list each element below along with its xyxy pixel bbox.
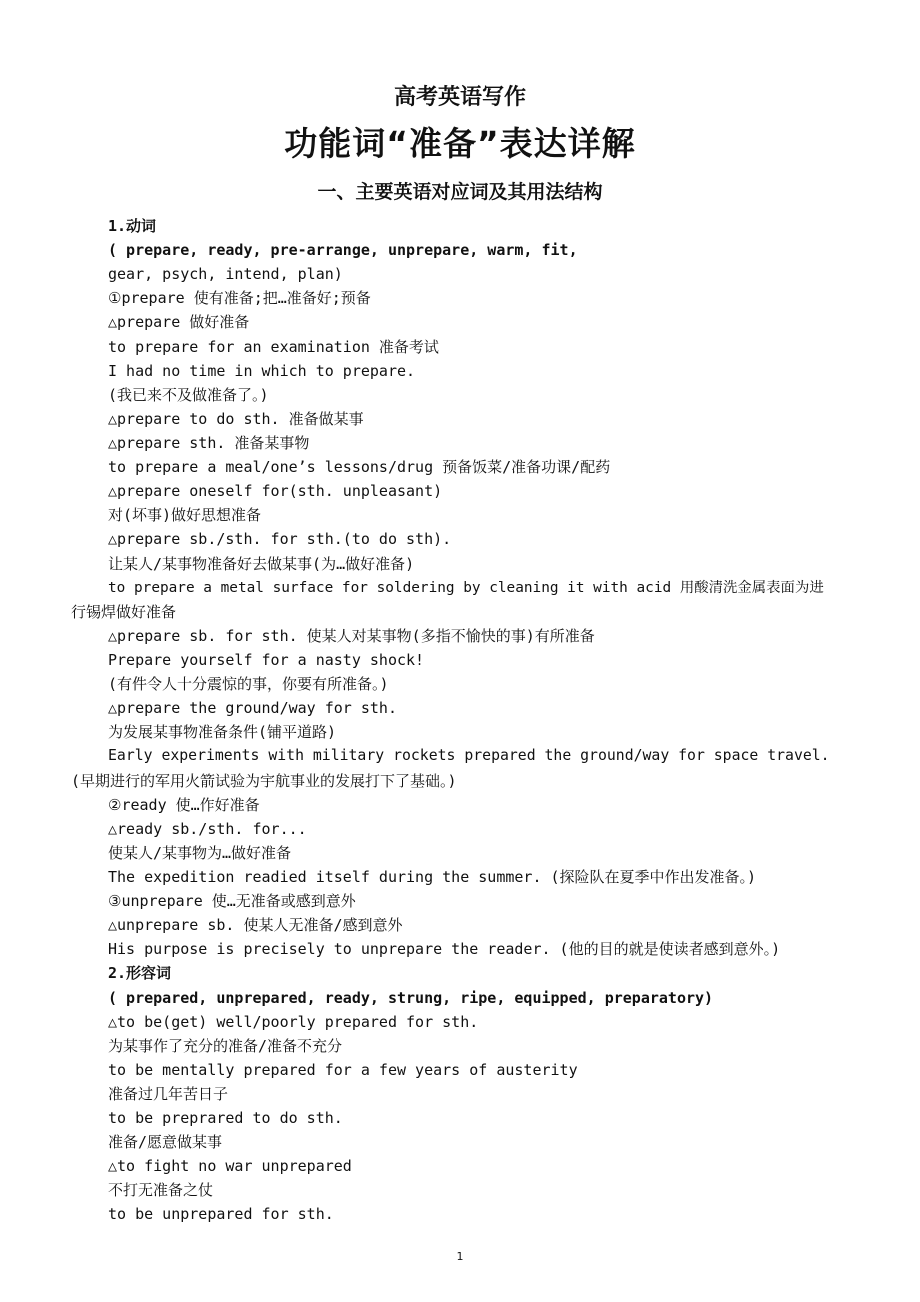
text-line: to prepare a metal surface for soldering by cleaning it with acid 用酸清洗金属表面为进	[108, 579, 824, 596]
text-line: △to fight no war unprepared	[108, 1157, 352, 1176]
subheading-adjective: 2.形容词	[108, 964, 172, 983]
section-heading: 一、主要英语对应词及其用法结构	[317, 181, 603, 203]
text-line: I had no time in which to prepare.	[108, 361, 416, 380]
main-title: 功能词“准备”表达详解	[284, 124, 636, 163]
document-body	[71, 214, 861, 1227]
text-line: 让某人/某事物准备好去做某事(为…做好准备)	[108, 554, 415, 573]
text-line: ①prepare 使有准备;把…准备好;预备	[108, 289, 371, 308]
text-line: 不打无准备之仗	[108, 1181, 214, 1200]
text-line: The expedition readied itself during the summer. (探险队在夏季中作出发准备。)	[108, 867, 757, 886]
text-line: △prepare oneself for(sth. unpleasant)	[108, 482, 443, 501]
text-line: ②ready 使…作好准备	[108, 795, 260, 814]
verb-word-list-cont: gear, psych, intend, plan)	[108, 265, 343, 284]
text-line: △to be(get) well/poorly prepared for sth.	[108, 1012, 479, 1031]
text-line: (早期进行的军用火箭试验为宇航事业的发展打下了基础。)	[71, 771, 457, 790]
text-line: ③unprepare 使…无准备或感到意外	[108, 892, 356, 911]
text-line: Early experiments with military rockets prepared the ground/way for space travel.	[108, 747, 830, 765]
text-line: 为某事作了充分的准备/准备不充分	[108, 1036, 343, 1055]
page-number: 1	[456, 1250, 464, 1263]
document-title: 高考英语写作	[393, 85, 526, 110]
text-line: 准备过几年苦日子	[108, 1084, 229, 1103]
text-line: 对(坏事)做好思想准备	[108, 506, 262, 525]
text-line: △prepare the ground/way for sth.	[108, 699, 397, 718]
text-line: His purpose is precisely to unprepare the reader. (他的目的就是使读者感到意外。)	[108, 940, 781, 959]
text-line: (有件令人十分震惊的事，你要有所准备。)	[108, 675, 389, 694]
text-line: to be unprepared for sth.	[108, 1205, 334, 1224]
text-line: 准备/愿意做某事	[108, 1133, 223, 1152]
text-line: △ready sb./sth. for...	[108, 819, 307, 838]
text-line: △prepare 做好准备	[108, 313, 250, 332]
text-line: 使某人/某事物为…做好准备	[108, 843, 292, 862]
subheading-verb: 1.动词	[108, 217, 157, 235]
text-line: (我已来不及做准备了。)	[108, 385, 269, 404]
text-line: 为发展某事物准备条件(铺平道路)	[108, 723, 337, 742]
text-line: to prepare for an examination 准备考试	[108, 337, 439, 356]
text-line: 行锡焊做好准备	[71, 602, 177, 621]
text-line: to be preprared to do sth.	[108, 1109, 343, 1128]
text-line: △prepare sb./sth. for sth.(to do sth).	[108, 530, 452, 549]
verb-word-list: ( prepare, ready, pre-arrange, unprepare, warm, fit,	[108, 241, 578, 260]
text-line: to be mentally prepared for a few years of austerity	[108, 1060, 578, 1079]
text-line: △prepare to do sth. 准备做某事	[108, 409, 364, 428]
text-line: to prepare a meal/one’s lessons/drug 预备饭菜/准备功课/配药	[108, 458, 611, 477]
text-line: △unprepare sb. 使某人无准备/感到意外	[108, 916, 403, 935]
text-line: Prepare yourself for a nasty shock!	[108, 650, 425, 669]
text-line: △prepare sth. 准备某事物	[108, 433, 310, 452]
adjective-word-list: ( prepared, unprepared, ready, strung, ripe, equipped, preparatory)	[108, 988, 714, 1007]
text-line: △prepare sb. for sth. 使某人对某事物(多指不愉快的事)有所准备	[108, 626, 595, 645]
